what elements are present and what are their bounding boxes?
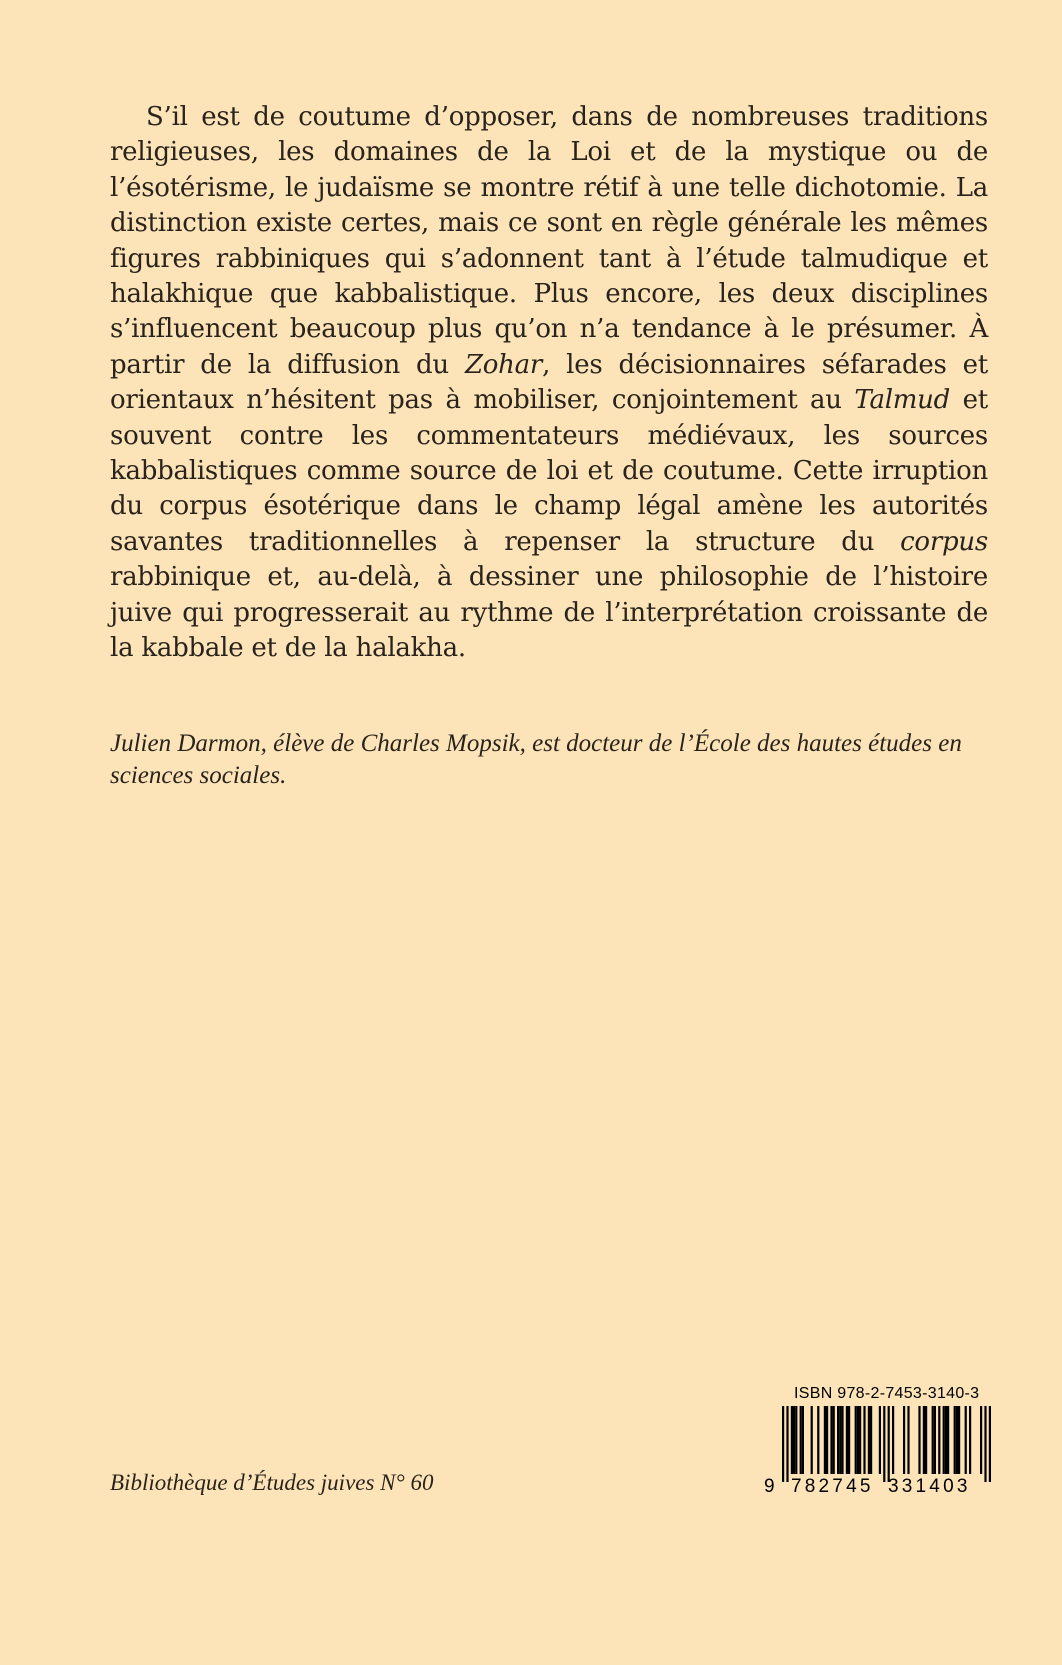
barcode-bar bbox=[958, 1406, 960, 1474]
blurb-text-3: et souvent contre les commentateurs médiévaux, les sources kabbalistiques comme source de loi et de coutume. Cette irruption du corpus ésotérique dans le champ légal amène les autorités savantes traditionnelles à repenser la structure du bbox=[110, 385, 988, 557]
barcode-bar bbox=[934, 1406, 936, 1474]
barcode-bar bbox=[839, 1406, 841, 1474]
barcode-bar bbox=[954, 1406, 956, 1474]
barcode-bar bbox=[857, 1406, 859, 1474]
barcode-bar bbox=[943, 1406, 945, 1474]
barcode-bar bbox=[938, 1406, 940, 1474]
barcode-bar bbox=[980, 1406, 982, 1474]
barcode-bar bbox=[833, 1406, 835, 1474]
series-title: Bibliothèque d’Études juives N° 60 bbox=[110, 1470, 434, 1495]
blurb-text-2: , les décisionnaires séfarades et orientaux n’hésitent pas à mobiliser, conjointement au bbox=[110, 349, 988, 416]
barcode-bar bbox=[830, 1406, 832, 1474]
isbn-barcode-block bbox=[764, 1385, 1012, 1495]
barcode-bar bbox=[837, 1406, 839, 1474]
barcode-bar bbox=[841, 1406, 843, 1474]
barcode-bar bbox=[826, 1406, 828, 1474]
barcode-bar bbox=[923, 1406, 925, 1474]
barcode-bar bbox=[945, 1406, 947, 1474]
barcode-bar bbox=[800, 1406, 802, 1474]
barcode-bar bbox=[969, 1406, 971, 1474]
author-note: Julien Darmon, élève de Charles Mopsik, est docteur de l’École des hautes études en sciences sociales. bbox=[110, 730, 962, 789]
barcode-bar bbox=[984, 1406, 986, 1482]
barcode-bar bbox=[848, 1406, 850, 1474]
barcode-bar bbox=[863, 1406, 865, 1474]
barcode-bar bbox=[965, 1406, 967, 1474]
barcode-bar bbox=[883, 1406, 885, 1482]
barcode-bar bbox=[879, 1406, 881, 1474]
back-cover-blurb bbox=[110, 100, 988, 667]
blurb-text-1: S’il est de coutume d’opposer, dans de nombreuses traditions religieuses, les domaines de la Loi et de la mystique ou de l’ésotérisme, le judaïsme se montre rétif à une telle dichotomie. La distinction existe certes, mais ce sont en règle générale les mêmes figures rabbiniques qui s’adonnent tant à l’étude talmudique et halakhique que kabbalistique. Plus encore, les deux disciplines s’influencent beaucoup plus qu’on n’a tendance à le présumer. À partir de la diffusion du bbox=[110, 102, 988, 380]
barcode-bar bbox=[802, 1406, 804, 1474]
isbn-label: ISBN 978-2-7453-3140-3 bbox=[794, 1385, 980, 1402]
blurb-italic-talmud: Talmud bbox=[854, 385, 951, 416]
barcode-digits-left: 782745 bbox=[791, 1476, 874, 1497]
barcode-bar bbox=[925, 1406, 927, 1474]
barcode-bar bbox=[846, 1406, 848, 1474]
barcode-bar bbox=[786, 1406, 788, 1482]
barcode-bar bbox=[793, 1406, 795, 1474]
ean13-barcode bbox=[764, 1406, 1012, 1484]
barcode-bar bbox=[956, 1406, 958, 1474]
blurb-italic-corpus: corpus bbox=[900, 526, 988, 557]
barcode-bar bbox=[892, 1406, 894, 1474]
barcode-bar bbox=[817, 1406, 819, 1474]
barcode-bar bbox=[870, 1406, 872, 1474]
barcode-bar bbox=[903, 1406, 905, 1474]
barcode-bar bbox=[907, 1406, 909, 1474]
blurb-text-4: rabbinique et, au-delà, à dessiner une philosophie de l’histoire juive qui progresserait au rythme de l’interprétation croissante de la kabbale et de la halakha. bbox=[110, 562, 988, 664]
barcode-bar bbox=[791, 1406, 793, 1474]
barcode-bar bbox=[947, 1406, 949, 1474]
barcode-bar bbox=[868, 1406, 870, 1474]
barcode-bar bbox=[811, 1406, 813, 1474]
barcode-digits-right: 331403 bbox=[888, 1476, 971, 1497]
barcode-bar bbox=[859, 1406, 861, 1474]
blurb-italic-zohar: Zohar bbox=[464, 349, 543, 380]
barcode-bar bbox=[932, 1406, 934, 1474]
barcode-bar bbox=[782, 1406, 784, 1482]
barcode-bar bbox=[824, 1406, 826, 1474]
barcode-bar bbox=[918, 1406, 920, 1474]
barcode-bar bbox=[888, 1406, 890, 1482]
barcode-digit-first: 9 bbox=[764, 1476, 775, 1497]
barcode-bar bbox=[989, 1406, 991, 1482]
barcode-bar bbox=[795, 1406, 797, 1474]
barcode-bar bbox=[855, 1406, 857, 1474]
